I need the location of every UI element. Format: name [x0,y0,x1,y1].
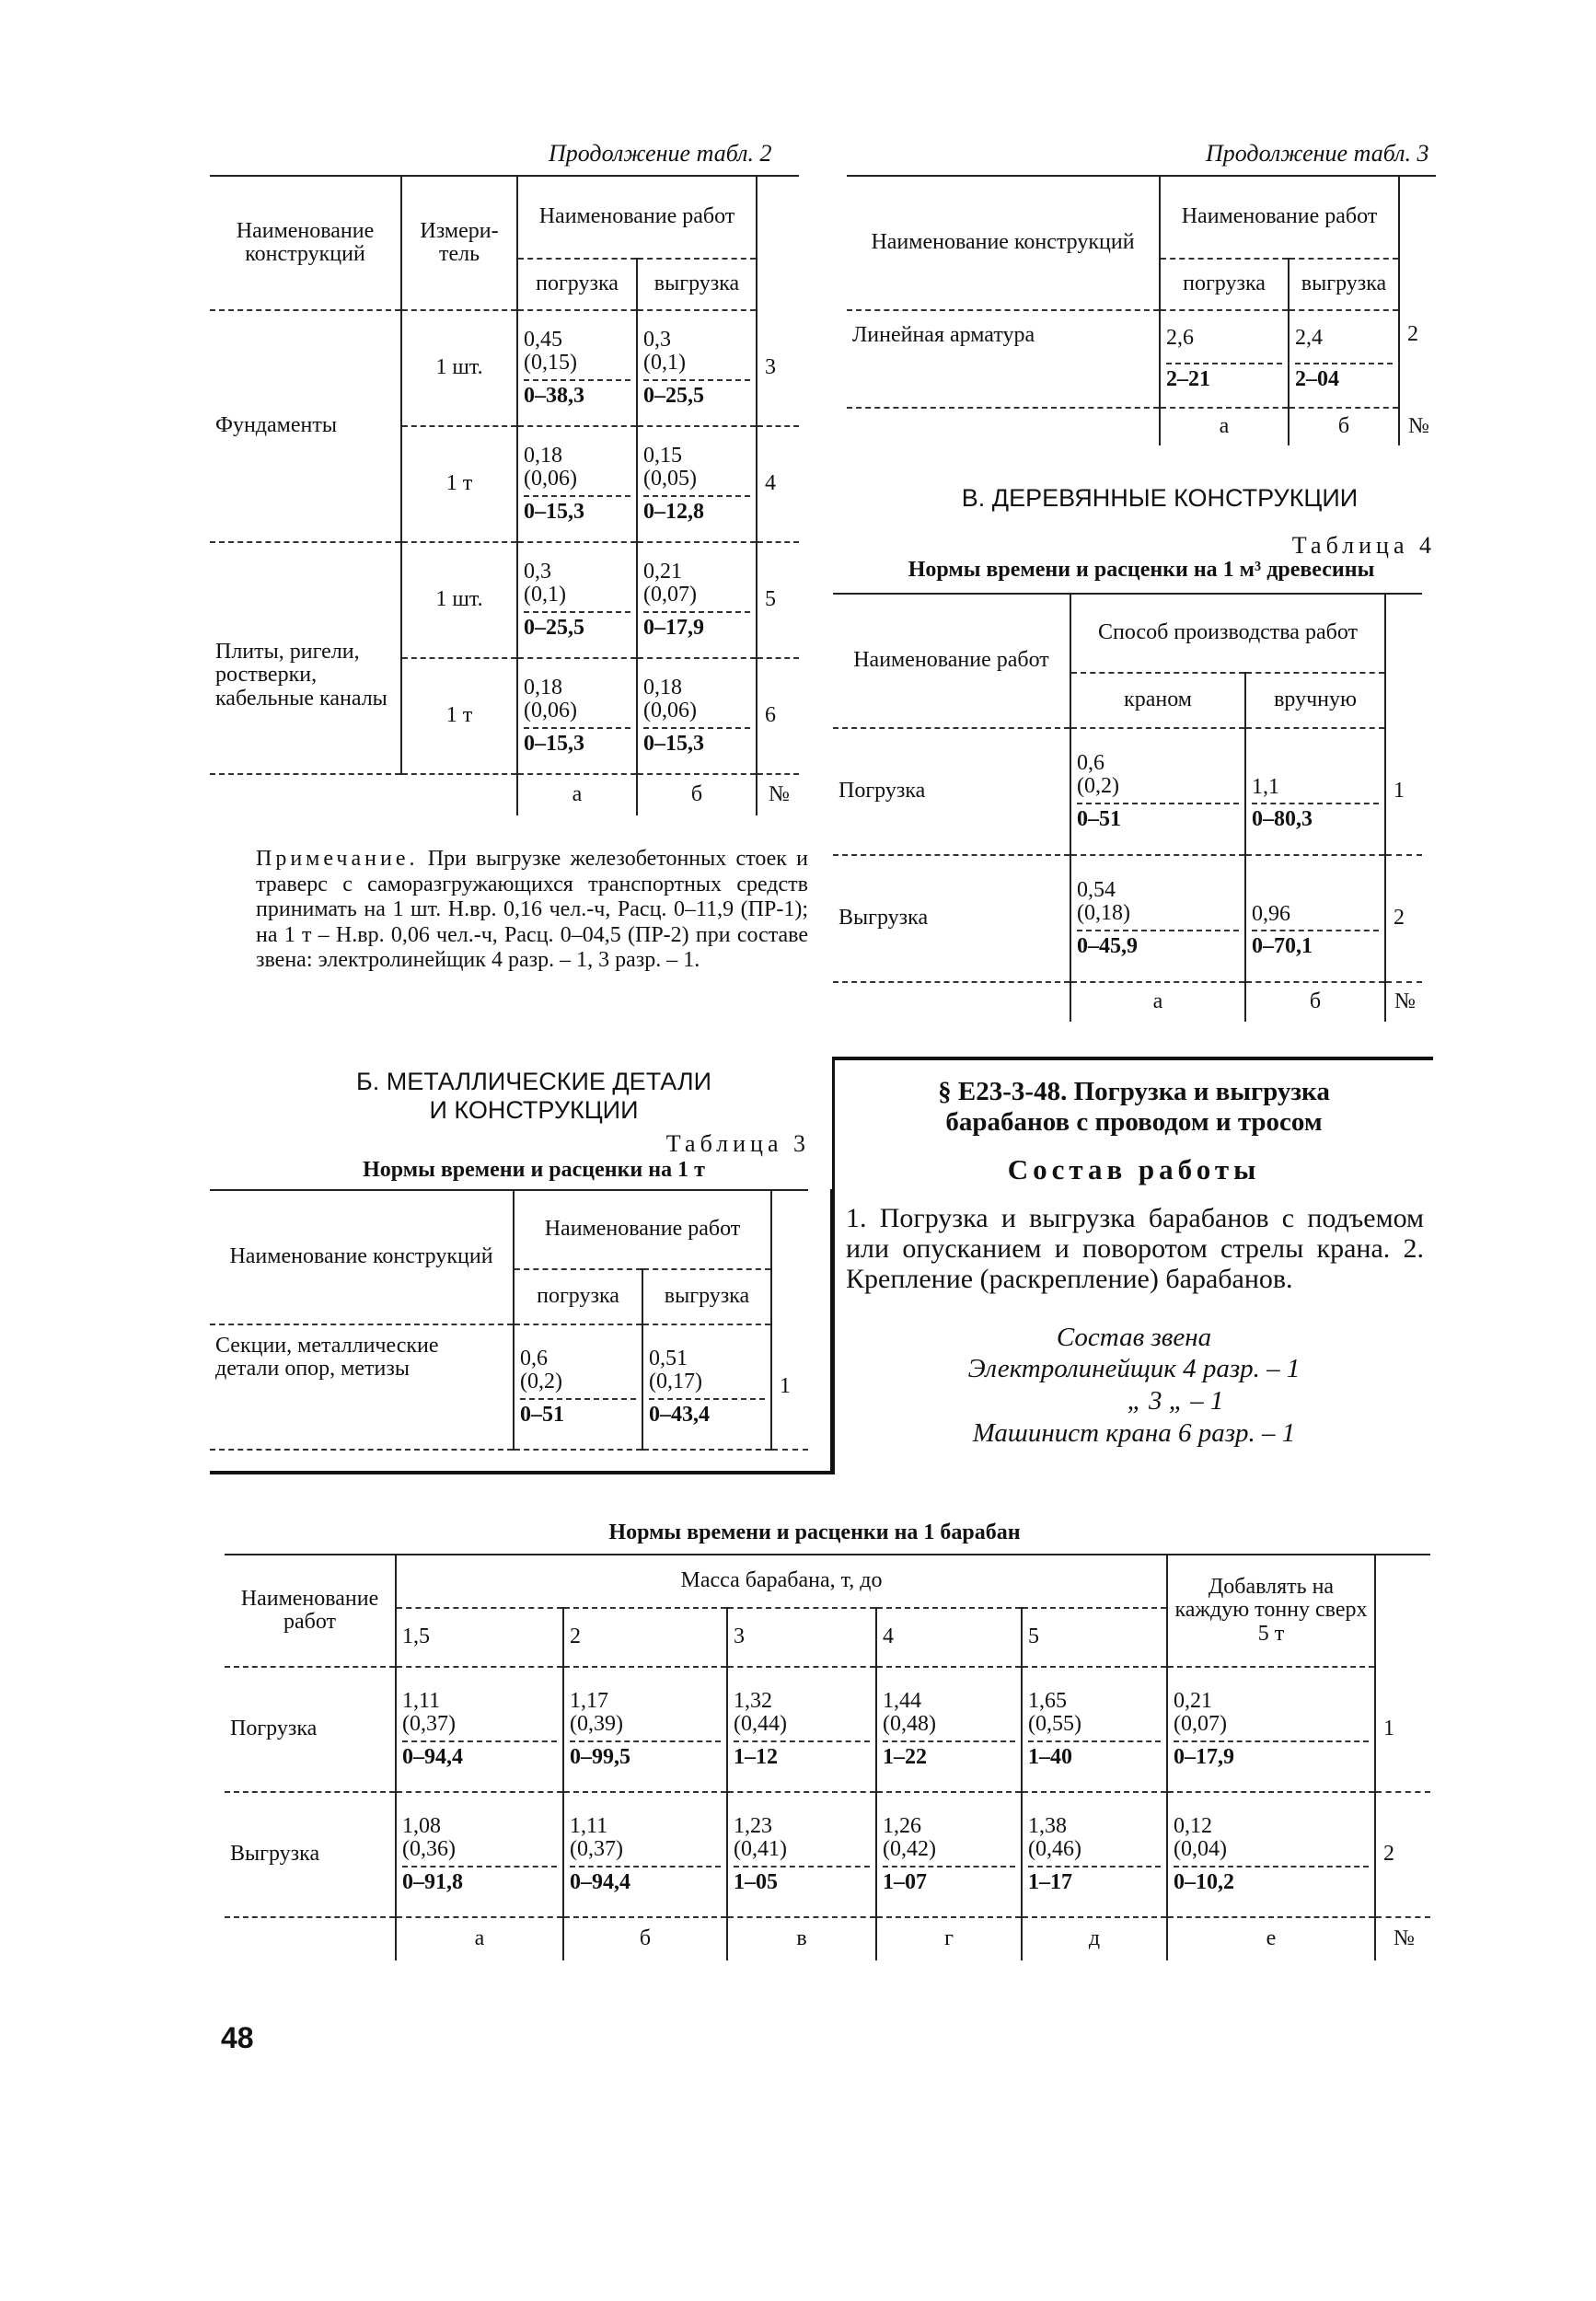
t2-cell: 0,15 (0,05) 0–12,8 [637,426,757,542]
t3c-header-unload: выгрузка [1289,259,1399,310]
t3c-row-armature: Линейная арматура [847,310,1160,408]
t5-footer-e: е [1167,1917,1375,1960]
t5-cell: 1,26 (0,42) 1–07 [876,1792,1022,1917]
t5-footer-v: в [727,1917,876,1960]
t5-cell: 1,17 (0,39) 0–99,5 [563,1667,727,1792]
t2-cell: 0,18 (0,06) 0–15,3 [517,658,637,774]
t4-cell: 0,6 (0,2) 0–51 [1070,728,1245,855]
t4-row-loading: Погрузка [833,728,1070,855]
table3-number: Таблица 3 [665,1130,810,1157]
t5-footer-b: б [563,1917,727,1960]
table2-note [256,847,808,974]
t2-cell: 0,21 (0,07) 0–17,9 [637,542,757,658]
crew-line: Электролинейщик 4 разр. – 1 [967,1354,1301,1384]
t4-cell: 0,54 (0,18) 0–45,9 [1070,855,1245,982]
t2-meter: 1 т [401,426,517,542]
crew-composition [835,1322,1433,1450]
t5-footer-n: № [1394,1926,1415,1951]
t4-footer-b: б [1245,982,1385,1022]
t5-row-loading: Погрузка [225,1667,396,1792]
t3c-header-work: Наименование работ [1160,176,1399,259]
t2-row-number: 4 [757,426,799,542]
t2-cell: 0,18 (0,06) 0–15,3 [517,426,637,542]
table2-continuation-label: Продолжение табл. 2 [549,140,772,167]
t5-col-2: 2 [563,1608,727,1667]
t5-col-1-5: 1,5 [396,1608,563,1667]
t2-cell: 0,3 (0,1) 0–25,5 [637,310,757,426]
t5-header-name: Наименование работ [225,1555,396,1667]
paragraph-title [835,1077,1433,1139]
t3-header-unload: выгрузка [642,1269,771,1324]
paragraph-title-line2: барабанов с проводом и тросом [945,1107,1323,1138]
t2-header-meter: Измери-тель [401,176,517,310]
t2-cell: 0,45 (0,15) 0–38,3 [517,310,637,426]
paragraph-e23-3-48 [832,1057,1433,1474]
t2-cell: 0,3 (0,1) 0–25,5 [517,542,637,658]
t2-meter: 1 шт. [401,310,517,426]
t2-row-number: 5 [757,542,799,658]
t4-row-unloading: Выгрузка [833,855,1070,982]
t5-cell: 1,11 (0,37) 0–94,4 [396,1667,563,1792]
t2-header-unload: выгрузка [637,259,757,310]
t3-cell: 0,6 (0,2) 0–51 [514,1324,642,1450]
t5-cell: 1,38 (0,46) 1–17 [1022,1792,1167,1917]
page-number: 48 [221,2021,254,2054]
t4-cell: 0,96 0–70,1 [1245,855,1385,982]
t5-row-number: 2 [1375,1792,1430,1917]
t5-cell: 1,23 (0,41) 1–05 [727,1792,876,1917]
t5-col-3: 3 [727,1608,876,1667]
t3-row-sections: Секции, металлические детали опор, метизы [210,1324,514,1450]
section-b-title-line1: Б. МЕТАЛЛИЧЕСКИЕ ДЕТАЛИ [355,1068,712,1095]
t5-row-unloading: Выгрузка [225,1792,396,1917]
t5-footer-a: а [396,1917,563,1960]
t5-col-4: 4 [876,1608,1022,1667]
t4-header-method: Способ производства работ [1070,594,1385,673]
t3c-cell: 2,6 2–21 [1160,310,1289,408]
t3-row-number: 1 [771,1324,808,1450]
t3c-header-load: погрузка [1160,259,1289,310]
t2-row-number: 3 [757,310,799,426]
t5-header-mass: Масса барабана, т, до [396,1555,1167,1608]
table5 [225,1554,1430,1960]
t5-cell: 1,11 (0,37) 0–94,4 [563,1792,727,1917]
crew-line: Машинист крана 6 разр. – 1 [972,1418,1296,1449]
section-b-title [267,1068,801,1125]
crew-title: Состав звена [1056,1322,1212,1352]
t2-footer-a: а [517,774,637,815]
t2-row-number: 6 [757,658,799,774]
t2-meter: 1 т [401,658,517,774]
t2-footer-n: № [757,774,799,815]
table3-caption: Нормы времени и расценки на 1 т [363,1158,705,1182]
t5-cell: 0,21 (0,07) 0–17,9 [1167,1667,1375,1792]
table3-continuation-label: Продолжение табл. 3 [1206,140,1429,167]
t5-cell: 1,08 (0,36) 0–91,8 [396,1792,563,1917]
t3c-header-name: Наименование конструкций [847,176,1160,310]
t5-footer-d: д [1022,1917,1167,1960]
t4-header-name: Наименование работ [833,594,1070,728]
t3c-footer-n: № [1408,413,1429,438]
t5-cell: 1,32 (0,44) 1–12 [727,1667,876,1792]
table4 [833,593,1422,1022]
t3c-cell: 2,4 2–04 [1289,310,1399,408]
t3-header-load: погрузка [514,1269,642,1324]
section-v-title: В. ДЕРЕВЯННЫЕ КОНСТРУКЦИИ [961,484,1359,512]
work-composition-text: 1. Погрузка и выгрузка барабанов с подъемом или опусканием и поворотом стрелы крана. 2. Крепление (раскрепление) барабанов. [846,1202,1424,1294]
table4-caption: Нормы времени и расценки на 1 м³ древесины [908,558,1375,582]
crew-line: „ 3 „ – 1 [1127,1386,1224,1416]
table5-caption: Нормы времени и расценки на 1 барабан [608,1521,1021,1544]
t5-cell: 0,12 (0,04) 0–10,2 [1167,1792,1375,1917]
t3c-row-number: 2 [1407,322,1418,346]
t3-header-name: Наименование конструкций [210,1190,514,1324]
t2-header-load: погрузка [517,259,637,310]
t5-row-number: 1 [1375,1667,1430,1792]
table4-number: Таблица 4 [1291,532,1436,559]
table3-box [210,1189,833,1474]
t5-cell: 1,65 (0,55) 1–40 [1022,1667,1167,1792]
t3c-footer-a: а [1160,408,1289,445]
t4-cell: 1,1 0–80,3 [1245,728,1385,855]
t5-cell: 1,44 (0,48) 1–22 [876,1667,1022,1792]
t3-cell: 0,51 (0,17) 0–43,4 [642,1324,771,1450]
t2-header-work: Наименование работ [517,176,757,259]
t4-header-manual: вручную [1245,673,1385,728]
t5-col-5: 5 [1022,1608,1167,1667]
t3-header-work: Наименование работ [514,1190,771,1269]
section-b-title-line2: И КОНСТРУКЦИИ [429,1096,639,1124]
t2-cell: 0,18 (0,06) 0–15,3 [637,658,757,774]
paragraph-title-line1: § Е23-3-48. Погрузка и выгрузка [938,1077,1330,1106]
t2-row-foundations: Фундаменты [210,310,401,542]
note-label: Примечание. [256,847,419,871]
note-text: При выгрузке железобетонных стоек и траверс с саморазгружающихся транспортных средств принимать на 1 шт. Н.вр. 0,16 чел.-ч, Расц. 0–11,9 (ПР-1); на 1 т – Н.вр. 0,06 чел.-ч, Расц. 0–04,5 (ПР-2) при составе звена: электролинейщик 4 разр. – 1, 3 разр. – 1. [256,847,808,973]
t2-footer-b: б [637,774,757,815]
work-composition-heading: Состав работы [1007,1152,1261,1185]
t4-footer-n: № [1394,989,1416,1014]
t2-row-plates: Плиты, ригели, ростверки, кабельные каналы [210,542,401,774]
t4-header-crane: краном [1070,673,1245,728]
table3-continuation [847,175,1436,445]
t4-row-number: 2 [1385,855,1422,982]
t4-footer-a: а [1070,982,1245,1022]
t3c-footer-b: б [1289,408,1399,445]
t4-row-number: 1 [1385,728,1422,855]
t5-footer-g: г [876,1917,1022,1960]
t2-header-name: Наименование конструкций [210,176,401,310]
table2-continuation [210,175,799,815]
t5-header-add: Добавлять на каждую тонну сверх 5 т [1167,1555,1375,1667]
t2-meter: 1 шт. [401,542,517,658]
